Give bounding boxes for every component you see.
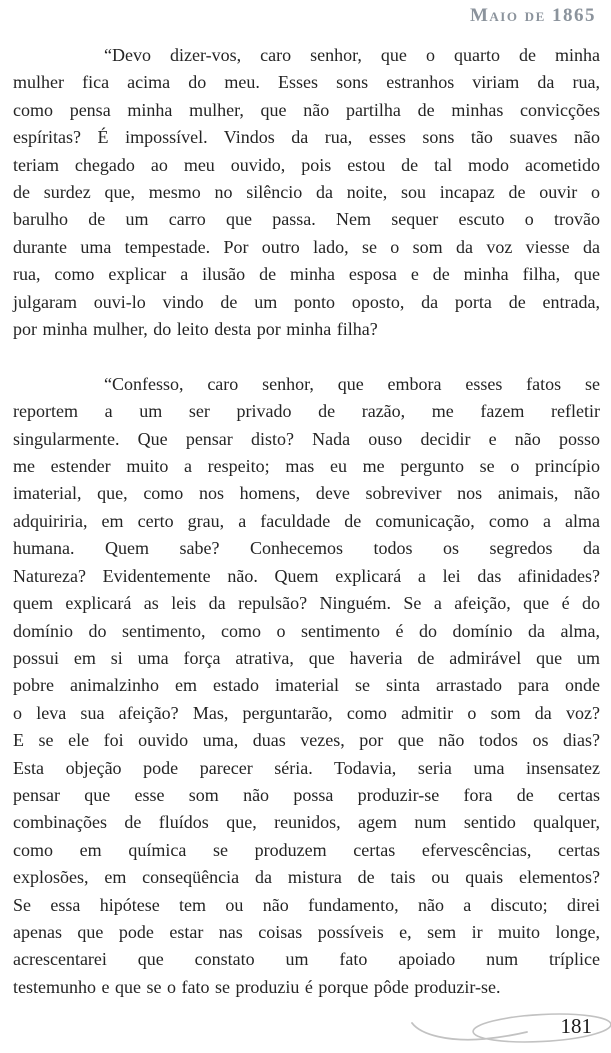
text-line: o leva sua afeição? Mas, perguntarão, como admitir o som da voz?: [13, 702, 600, 723]
text-line: combinações de fluídos que, reunidos, agem num sentido qualquer,: [13, 812, 600, 833]
text-line: acrescentarei que constato um fato apoiado num tríplice: [13, 949, 600, 970]
text-line: testemunho e que se o fato se produziu é porque pôde produzir-se.: [13, 976, 501, 997]
text-line: Esta objeção pode parecer séria. Todavia, seria uma insensatez: [13, 757, 600, 778]
text-line: Natureza? Evidentemente não. Quem explicará a lei das afinidades?: [13, 565, 600, 586]
text-line: quem explicará as leis da repulsão? Ninguém. Se a afeição, que é do: [13, 593, 600, 614]
text-line: pensar que esse som não possa produzir-se fora de certas: [13, 784, 600, 805]
text-line: “Devo dizer-vos, caro senhor, que o quarto de minha: [104, 45, 600, 65]
text-line: me estender muito a respeito; mas eu me pergunto se o princípio: [13, 456, 600, 477]
text-line: reportem a um ser privado de razão, me fazem refletir: [13, 401, 600, 422]
text-line: durante uma tempestade. Por outro lado, se o som da voz viesse da: [13, 236, 600, 257]
text-line: adquiriria, em certo grau, a faculdade de comunicação, como a alma: [13, 510, 600, 531]
text-line: teriam chegado ao meu ouvido, pois estou de tal modo acometido: [13, 154, 600, 175]
paragraph: [13, 42, 600, 343]
text-line: humana. Quem sabe? Conhecemos todos os segredos da: [13, 538, 600, 559]
page-number: 181: [560, 1014, 592, 1038]
text-line: pobre animalzinho em estado imaterial se sinta arrastado para onde: [13, 675, 600, 696]
text-line: Se essa hipótese tem ou não fundamento, não a discuto; direi: [13, 894, 600, 915]
text-line: domínio do sentimento, como o sentimento é do domínio da alma,: [13, 620, 600, 641]
page-footer: [0, 1002, 611, 1053]
text-line: E se ele foi ouvido uma, duas vezes, por que não todos os dias?: [13, 730, 600, 751]
text-line: apenas que pode estar nas coisas possíveis e, sem ir muito longe,: [13, 921, 600, 942]
text-line: rua, como explicar a ilusão de minha esposa e de minha filha, que: [13, 264, 600, 285]
text-line: espíritas? É impossível. Vindos da rua, esses sons tão suaves não: [13, 127, 600, 148]
text-line: de surdez que, mesmo no silêncio da noite, sou incapaz de ouvir o: [13, 182, 600, 203]
paragraph: [13, 371, 600, 1001]
text-line: como pensa minha mulher, que não partilha de minhas convicções: [13, 99, 600, 120]
page-text: [13, 42, 600, 1001]
text-line: como em química se produzem certas efervescências, certas: [13, 839, 600, 860]
running-header: Maio de 1865: [469, 5, 596, 26]
text-line: possui em si uma força atrativa, que haveria de admirável que um: [13, 647, 600, 668]
text-line: explosões, em conseqüência da mistura de tais ou quais elementos?: [13, 867, 600, 888]
text-line: mulher fica acima do meu. Esses sons estranhos viriam da rua,: [13, 72, 600, 93]
text-line: imaterial, que, como nos homens, deve sobreviver nos animais, não: [13, 483, 600, 504]
text-line: barulho de um carro que passa. Nem sequer escuto o trovão: [13, 209, 600, 230]
text-line: “Confesso, caro senhor, que embora esses fatos se: [104, 373, 600, 394]
text-line: julgaram ouvi-lo vindo de um ponto oposto, da porta de entrada,: [13, 291, 600, 312]
text-line: por minha mulher, do leito desta por minha filha?: [13, 319, 378, 340]
text-line: singularmente. Que pensar disto? Nada ouso decidir e não posso: [13, 428, 600, 449]
